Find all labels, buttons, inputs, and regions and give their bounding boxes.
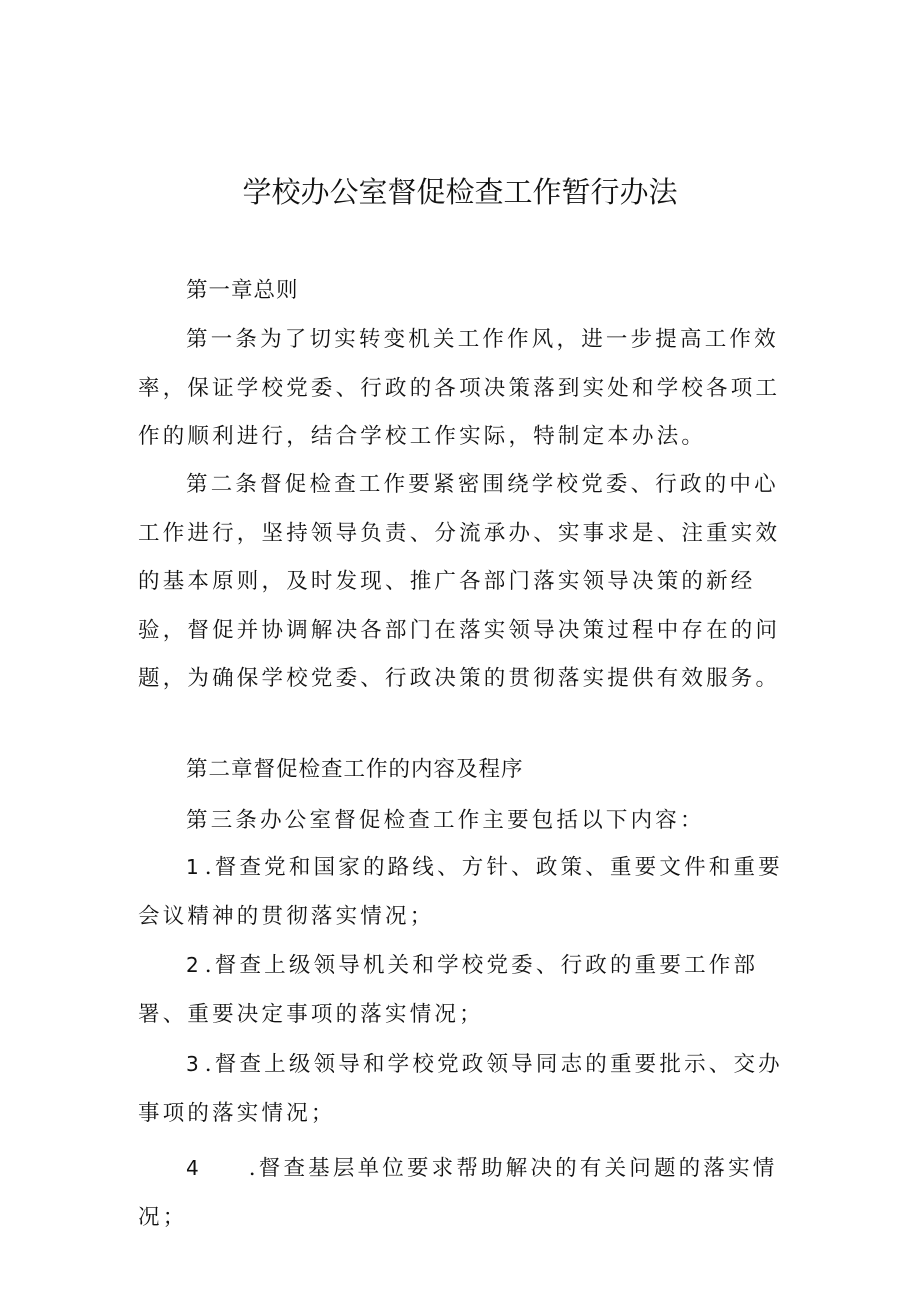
article-2-text: 第二条督促检查工作要紧密围绕学校党委、行政的中心工作进行，坚持领导负责、分流承办、实事求是、注重实效的基本原则，及时发现、推广各部门落实领导决策的新经验，督促并协调解决各部门在落实领导决策过程中存在的问题，为确保学校党委、行政决策的贯彻落实提供有效服务。 xyxy=(138,472,781,691)
list-item-text: .督查党和国家的路线、方针、政策、重要文件和重要会议精神的贯彻落实情况； xyxy=(138,855,783,929)
list-item xyxy=(138,843,803,941)
list-item-text: .督查上级领导和学校党政领导同志的重要批示、交办事项的落实情况； xyxy=(138,1052,783,1126)
list-item-text: .督查上级领导机关和学校党委、行政的重要工作部署、重要决定事项的落实情况； xyxy=(138,953,759,1027)
list-item xyxy=(138,1144,803,1242)
article-2 xyxy=(138,461,803,704)
article-3 xyxy=(138,797,803,846)
article-1-text: 第一条为了切实转变机关工作作风，进一步提高工作效率，保证学校党委、行政的各项决策落到实处和学校各项工作的顺利进行，结合学校工作实际，特制定本办法。 xyxy=(138,327,781,449)
list-item-number: 4 xyxy=(186,1156,199,1180)
article-1 xyxy=(138,316,803,462)
article-3-text: 第三条办公室督促检查工作主要包括以下内容： xyxy=(186,808,705,833)
list-item-text: .督查基层单位要求帮助解决的有关问题的落实情况； xyxy=(138,1156,778,1230)
chapter-1-heading: 第一章总则 xyxy=(186,278,299,303)
chapter-2-heading: 第二章督促检查工作的内容及程序 xyxy=(186,757,524,782)
list-item-number: 1 xyxy=(186,855,199,879)
document-title: 学校办公室督促检查工作暂行办法 xyxy=(242,175,678,209)
list-item xyxy=(138,941,803,1039)
list-item-number: 3 xyxy=(186,1052,199,1076)
list-item xyxy=(138,1040,803,1138)
list-item-number: 2 xyxy=(186,953,199,977)
